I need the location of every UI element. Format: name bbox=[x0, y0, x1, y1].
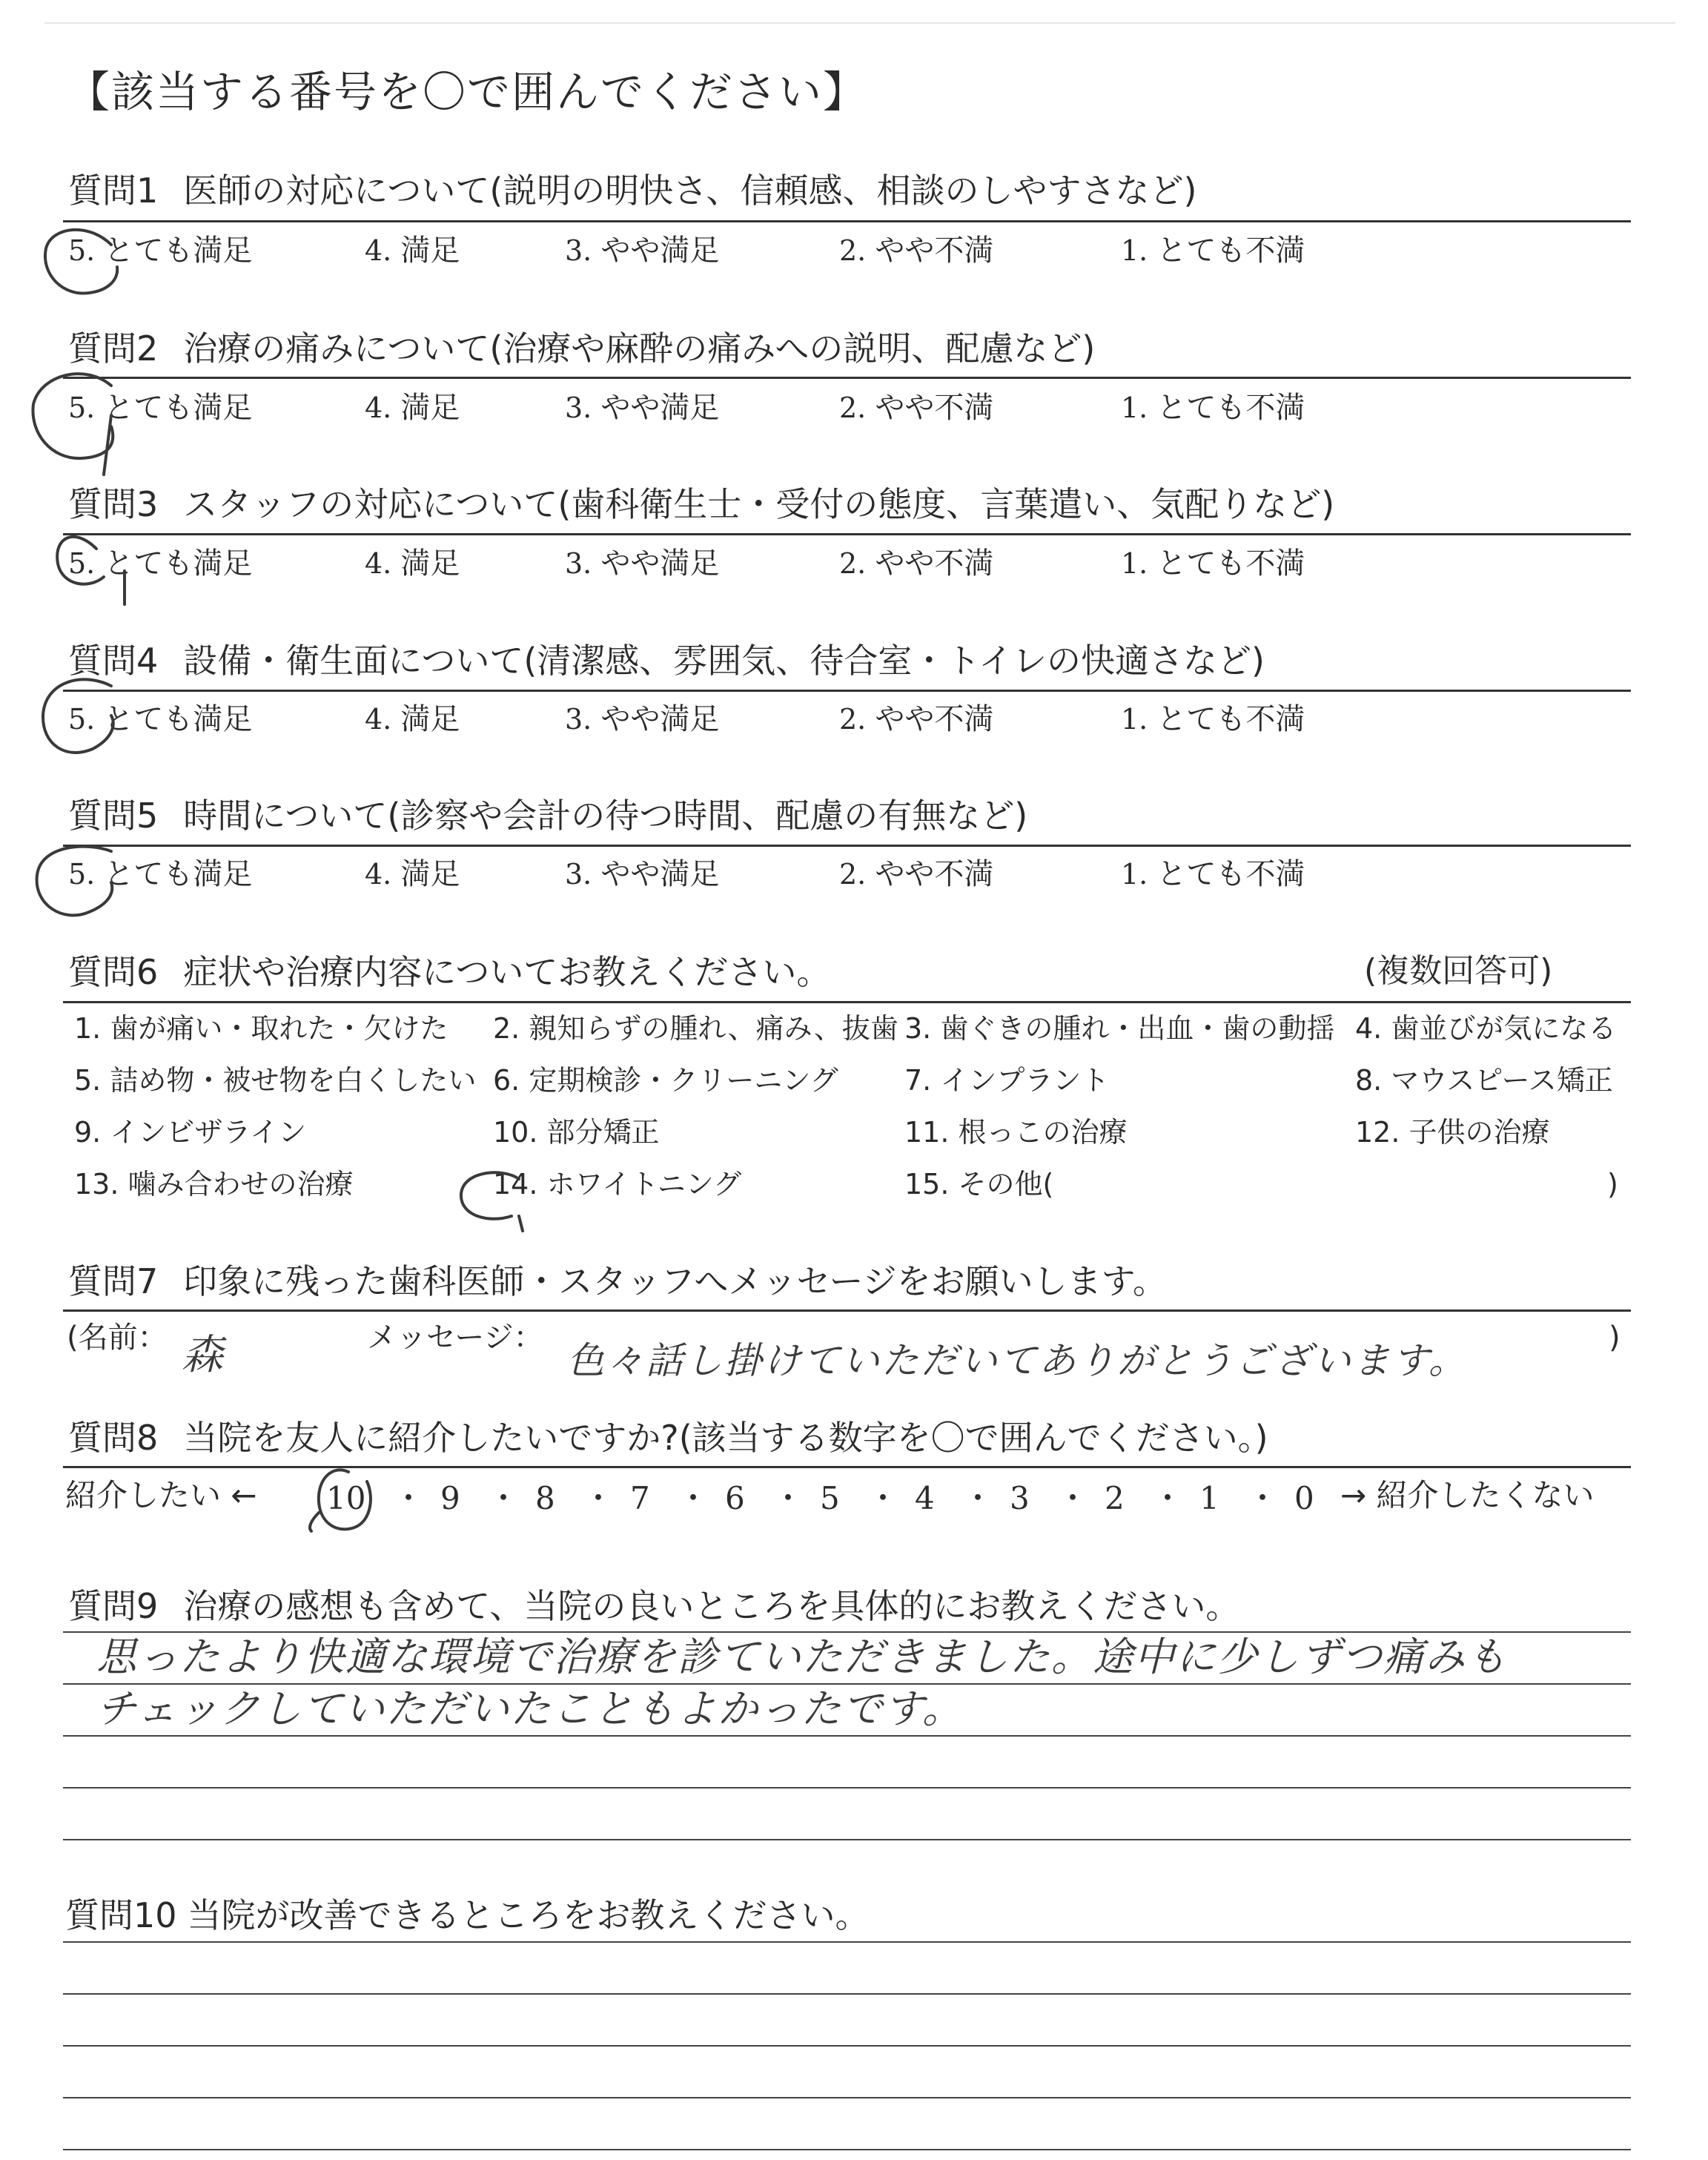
answer-9-line-2 bbox=[63, 1683, 1631, 1685]
q2-option-2[interactable] bbox=[839, 393, 993, 423]
scale-value-6[interactable]: 6 bbox=[725, 1480, 745, 1516]
question-3-number: 質問3 bbox=[68, 484, 159, 524]
scale-separator: ・ bbox=[1247, 1480, 1279, 1516]
option-label: とても不満 bbox=[1156, 702, 1305, 736]
question-10-text: 当院が改善できるところをお教えください。 bbox=[187, 1895, 870, 1935]
question-4-number: 質問4 bbox=[68, 641, 159, 681]
scale-value-10[interactable]: 10 bbox=[326, 1480, 366, 1516]
multiple-answers-note: (複数回答可) bbox=[1364, 952, 1553, 990]
scale-value-1[interactable]: 1 bbox=[1199, 1480, 1219, 1516]
q4-option-1[interactable] bbox=[1121, 704, 1305, 734]
q3-option-5[interactable] bbox=[68, 546, 253, 581]
q4-option-3[interactable] bbox=[565, 704, 719, 734]
question-8-number: 質問8 bbox=[68, 1418, 159, 1458]
option-label: とても満足 bbox=[104, 234, 253, 268]
scale-value-2[interactable]: 2 bbox=[1105, 1480, 1125, 1516]
q2-option-5[interactable] bbox=[68, 393, 252, 423]
answer-9-line-3 bbox=[63, 1735, 1631, 1737]
message-value[interactable]: 色々話し掛けていただいてありがとうございます。 bbox=[567, 1339, 1468, 1382]
question-2-rule bbox=[63, 377, 1631, 379]
question-2-text: 治療の痛みについて(治療や麻酔の痛みへの説明、配慮など) bbox=[183, 328, 1096, 369]
option-label: やや不満 bbox=[875, 234, 994, 268]
option-number: 4. bbox=[365, 703, 401, 736]
name-label: (名前： bbox=[67, 1321, 168, 1355]
option-label: やや満足 bbox=[600, 857, 720, 891]
option-number: 5. bbox=[68, 392, 105, 424]
question-7-rule bbox=[63, 1309, 1631, 1312]
question-3-heading bbox=[68, 484, 1335, 524]
question-5-number: 質問5 bbox=[68, 796, 159, 836]
option-label: とても満足 bbox=[104, 857, 253, 891]
question-6-heading bbox=[68, 952, 831, 992]
q4-option-4[interactable] bbox=[365, 704, 460, 734]
q2-option-3[interactable] bbox=[565, 393, 719, 423]
option-number: 3. bbox=[565, 547, 601, 580]
question-6-rule bbox=[63, 1001, 1631, 1003]
message-label: メッセージ： bbox=[367, 1321, 543, 1355]
scale-separator: ・ bbox=[1152, 1480, 1184, 1516]
option-number: 1. bbox=[1121, 858, 1157, 891]
question-1-text: 医師の対応について(説明の明快さ、信頼感、相談のしやすさなど) bbox=[183, 171, 1197, 211]
top-border bbox=[44, 22, 1675, 24]
option-number: 2. bbox=[839, 703, 875, 736]
scale-value-3[interactable]: 3 bbox=[1010, 1480, 1030, 1516]
question-9-number: 質問9 bbox=[68, 1586, 159, 1626]
option-label: やや満足 bbox=[600, 546, 720, 581]
q4-option-5[interactable] bbox=[68, 704, 252, 734]
option-number: 1. bbox=[1121, 392, 1157, 424]
answer-9-text-line-1[interactable]: 思ったより快適な環境で治療を診ていただきました。途中に少しずつ痛みも bbox=[96, 1634, 1508, 1680]
option-number: 1. bbox=[1121, 703, 1157, 736]
q3-option-1[interactable] bbox=[1121, 546, 1305, 581]
option-number: 1. bbox=[1121, 547, 1157, 580]
q2-option-4[interactable] bbox=[365, 393, 460, 423]
q6-item-14[interactable]: 14. ホワイトニング bbox=[493, 1168, 742, 1200]
q6-item-11[interactable]: 11. 根っこの治療 bbox=[904, 1116, 1128, 1149]
option-label: とても満足 bbox=[104, 546, 253, 581]
question-9-text: 治療の感想も含めて、当院の良いところを具体的にお教えください。 bbox=[183, 1586, 1240, 1626]
scale-separator: ・ bbox=[962, 1480, 994, 1516]
question-9-heading bbox=[68, 1586, 1240, 1626]
q1-option-2[interactable] bbox=[839, 234, 994, 268]
scale-separator: ・ bbox=[772, 1480, 804, 1516]
scale-separator: ・ bbox=[1057, 1480, 1089, 1516]
q6-item-1[interactable]: 1. 歯が痛い・取れた・欠けた bbox=[74, 1012, 448, 1045]
option-number: 4. bbox=[365, 858, 401, 891]
question-2-number: 質問2 bbox=[68, 328, 159, 369]
answer-10-line-3 bbox=[63, 2045, 1631, 2047]
option-number: 2. bbox=[839, 858, 875, 891]
q6-item-12[interactable]: 12. 子供の治療 bbox=[1355, 1116, 1550, 1149]
q5-option-4[interactable] bbox=[365, 859, 460, 889]
question-7-number: 質問7 bbox=[68, 1261, 159, 1301]
option-number: 4. bbox=[365, 234, 401, 267]
answer-10-line-5 bbox=[63, 2149, 1631, 2150]
q1-option-5[interactable] bbox=[68, 234, 253, 268]
question-4-text: 設備・衛生面について(清潔感、雰囲気、待合室・トイレの快適さなど) bbox=[183, 641, 1265, 681]
option-label: とても満足 bbox=[104, 702, 253, 736]
question-1-number: 質問1 bbox=[68, 171, 159, 211]
option-number: 5. bbox=[68, 858, 105, 891]
q6-item-9[interactable]: 9. インビザライン bbox=[74, 1116, 307, 1149]
answer-10-line-2 bbox=[63, 1993, 1631, 1995]
q6-item-2[interactable]: 2. 親知らずの腫れ、痛み、抜歯 bbox=[493, 1012, 898, 1045]
scale-separator: ・ bbox=[393, 1480, 425, 1516]
option-label: とても不満 bbox=[1156, 546, 1305, 581]
question-6-text: 症状や治療内容についてお教えください。 bbox=[183, 952, 831, 992]
option-label: 満足 bbox=[400, 702, 460, 736]
option-label: やや不満 bbox=[875, 702, 994, 736]
option-number: 1. bbox=[1121, 234, 1157, 267]
q8-tail bbox=[310, 1513, 319, 1531]
scale-value-0[interactable]: 0 bbox=[1294, 1480, 1314, 1516]
q2-option-1[interactable] bbox=[1121, 393, 1305, 423]
option-label: とても不満 bbox=[1156, 857, 1305, 891]
q6-item-5[interactable]: 5. 詰め物・被せ物を白くしたい bbox=[74, 1064, 477, 1097]
question-8-text: 当院を友人に紹介したいですか?(該当する数字を〇で囲んでください。) bbox=[183, 1418, 1268, 1458]
option-label: やや不満 bbox=[875, 391, 994, 425]
option-label: 満足 bbox=[400, 546, 460, 581]
q1-option-4[interactable] bbox=[365, 234, 460, 268]
q5-option-5[interactable] bbox=[68, 859, 252, 889]
option-number: 3. bbox=[565, 858, 601, 891]
q6-item-15[interactable]: 15. その他( bbox=[904, 1168, 1054, 1200]
option-label: やや不満 bbox=[875, 546, 994, 581]
answer-10-line-4 bbox=[63, 2097, 1631, 2098]
option-number: 2. bbox=[839, 234, 875, 267]
option-number: 5. bbox=[68, 703, 105, 736]
q6-other-close-paren: ) bbox=[1607, 1168, 1618, 1200]
message-close-paren: ) bbox=[1609, 1321, 1621, 1355]
question-5-rule bbox=[63, 845, 1631, 847]
question-5-heading bbox=[68, 796, 1028, 836]
option-number: 3. bbox=[565, 392, 601, 424]
question-5-text: 時間について(診察や会計の待つ時間、配慮の有無など) bbox=[183, 796, 1028, 836]
q4-option-2[interactable] bbox=[839, 704, 993, 734]
scale-value-9[interactable]: 9 bbox=[440, 1480, 460, 1516]
question-8-rule bbox=[63, 1466, 1631, 1468]
question-7-heading bbox=[68, 1261, 1167, 1301]
question-7-text: 印象に残った歯科医師・スタッフへメッセージをお願いします。 bbox=[183, 1261, 1167, 1301]
option-label: やや満足 bbox=[600, 391, 720, 425]
answer-9-text-line-2[interactable]: チェックしていただいたこともよかったです。 bbox=[96, 1685, 964, 1732]
q6-item-4[interactable]: 4. 歯並びが気になる bbox=[1355, 1012, 1617, 1045]
option-label: 満足 bbox=[400, 857, 460, 891]
question-3-rule bbox=[63, 533, 1631, 535]
option-label: やや満足 bbox=[600, 702, 720, 736]
option-label: 満足 bbox=[400, 391, 460, 425]
answer-9-line-5 bbox=[63, 1839, 1631, 1840]
q6-item-7[interactable]: 7. インプラント bbox=[904, 1064, 1110, 1097]
scale-value-4[interactable]: 4 bbox=[915, 1480, 935, 1516]
q3-option-3[interactable] bbox=[565, 546, 720, 581]
option-number: 4. bbox=[365, 392, 401, 424]
option-number: 4. bbox=[365, 547, 401, 580]
option-label: やや満足 bbox=[600, 234, 720, 268]
scale-separator: ・ bbox=[678, 1480, 709, 1516]
q6-item-8[interactable]: 8. マウスピース矯正 bbox=[1355, 1064, 1613, 1097]
question-10-number: 質問10 bbox=[65, 1895, 177, 1935]
option-number: 2. bbox=[839, 547, 875, 580]
scale-separator: ・ bbox=[583, 1480, 615, 1516]
option-label: とても不満 bbox=[1156, 391, 1305, 425]
option-label: やや不満 bbox=[875, 857, 994, 891]
question-6-number: 質問6 bbox=[68, 952, 159, 992]
scale-separator: ・ bbox=[488, 1480, 520, 1516]
page-title: 【該当する番号を〇で囲んでください】 bbox=[67, 67, 868, 117]
recommend-left-label: 紹介したい ← bbox=[65, 1477, 257, 1513]
q6-item14-tail bbox=[519, 1216, 523, 1231]
question-2-heading bbox=[68, 328, 1096, 369]
recommend-right-label: → 紹介したくない bbox=[1340, 1477, 1595, 1513]
question-1-heading bbox=[68, 171, 1197, 211]
scale-value-7[interactable]: 7 bbox=[630, 1480, 650, 1516]
option-number: 3. bbox=[565, 703, 601, 736]
option-label: 満足 bbox=[400, 234, 460, 268]
answer-9-line-1 bbox=[63, 1631, 1631, 1633]
option-label: とても不満 bbox=[1156, 234, 1305, 268]
q3-option-2[interactable] bbox=[839, 546, 994, 581]
scale-value-8[interactable]: 8 bbox=[535, 1480, 555, 1516]
q1-option-1[interactable] bbox=[1121, 234, 1305, 268]
question-4-rule bbox=[63, 690, 1631, 692]
option-number: 3. bbox=[565, 234, 601, 267]
question-4-heading bbox=[68, 641, 1265, 681]
q6-item-3[interactable]: 3. 歯ぐきの腫れ・出血・歯の動揺 bbox=[904, 1012, 1335, 1045]
option-number: 5. bbox=[68, 547, 105, 580]
q6-item-13[interactable]: 13. 噛み合わせの治療 bbox=[74, 1168, 354, 1200]
q3-option-4[interactable] bbox=[365, 546, 460, 581]
option-number: 5. bbox=[68, 234, 105, 267]
q6-item-6[interactable]: 6. 定期検診・クリーニング bbox=[493, 1064, 838, 1097]
q6-item-10[interactable]: 10. 部分矯正 bbox=[493, 1116, 660, 1149]
q1-option-3[interactable] bbox=[565, 234, 720, 268]
question-10-heading bbox=[65, 1895, 870, 1935]
q5-option-3[interactable] bbox=[565, 859, 719, 889]
option-label: とても満足 bbox=[104, 391, 253, 425]
question-8-heading bbox=[68, 1418, 1268, 1458]
q5-option-1[interactable] bbox=[1121, 859, 1305, 889]
answer-10-line-1 bbox=[63, 1941, 1631, 1943]
question-3-text: スタッフの対応について(歯科衛生士・受付の態度、言葉遣い、気配りなど) bbox=[183, 484, 1335, 524]
option-number: 2. bbox=[839, 392, 875, 424]
scale-separator: ・ bbox=[867, 1480, 899, 1516]
q5-option-2[interactable] bbox=[839, 859, 993, 889]
name-value[interactable]: 森 bbox=[182, 1331, 223, 1379]
question-1-rule bbox=[63, 220, 1631, 222]
answer-9-line-4 bbox=[63, 1787, 1631, 1789]
scale-value-5[interactable]: 5 bbox=[820, 1480, 840, 1516]
